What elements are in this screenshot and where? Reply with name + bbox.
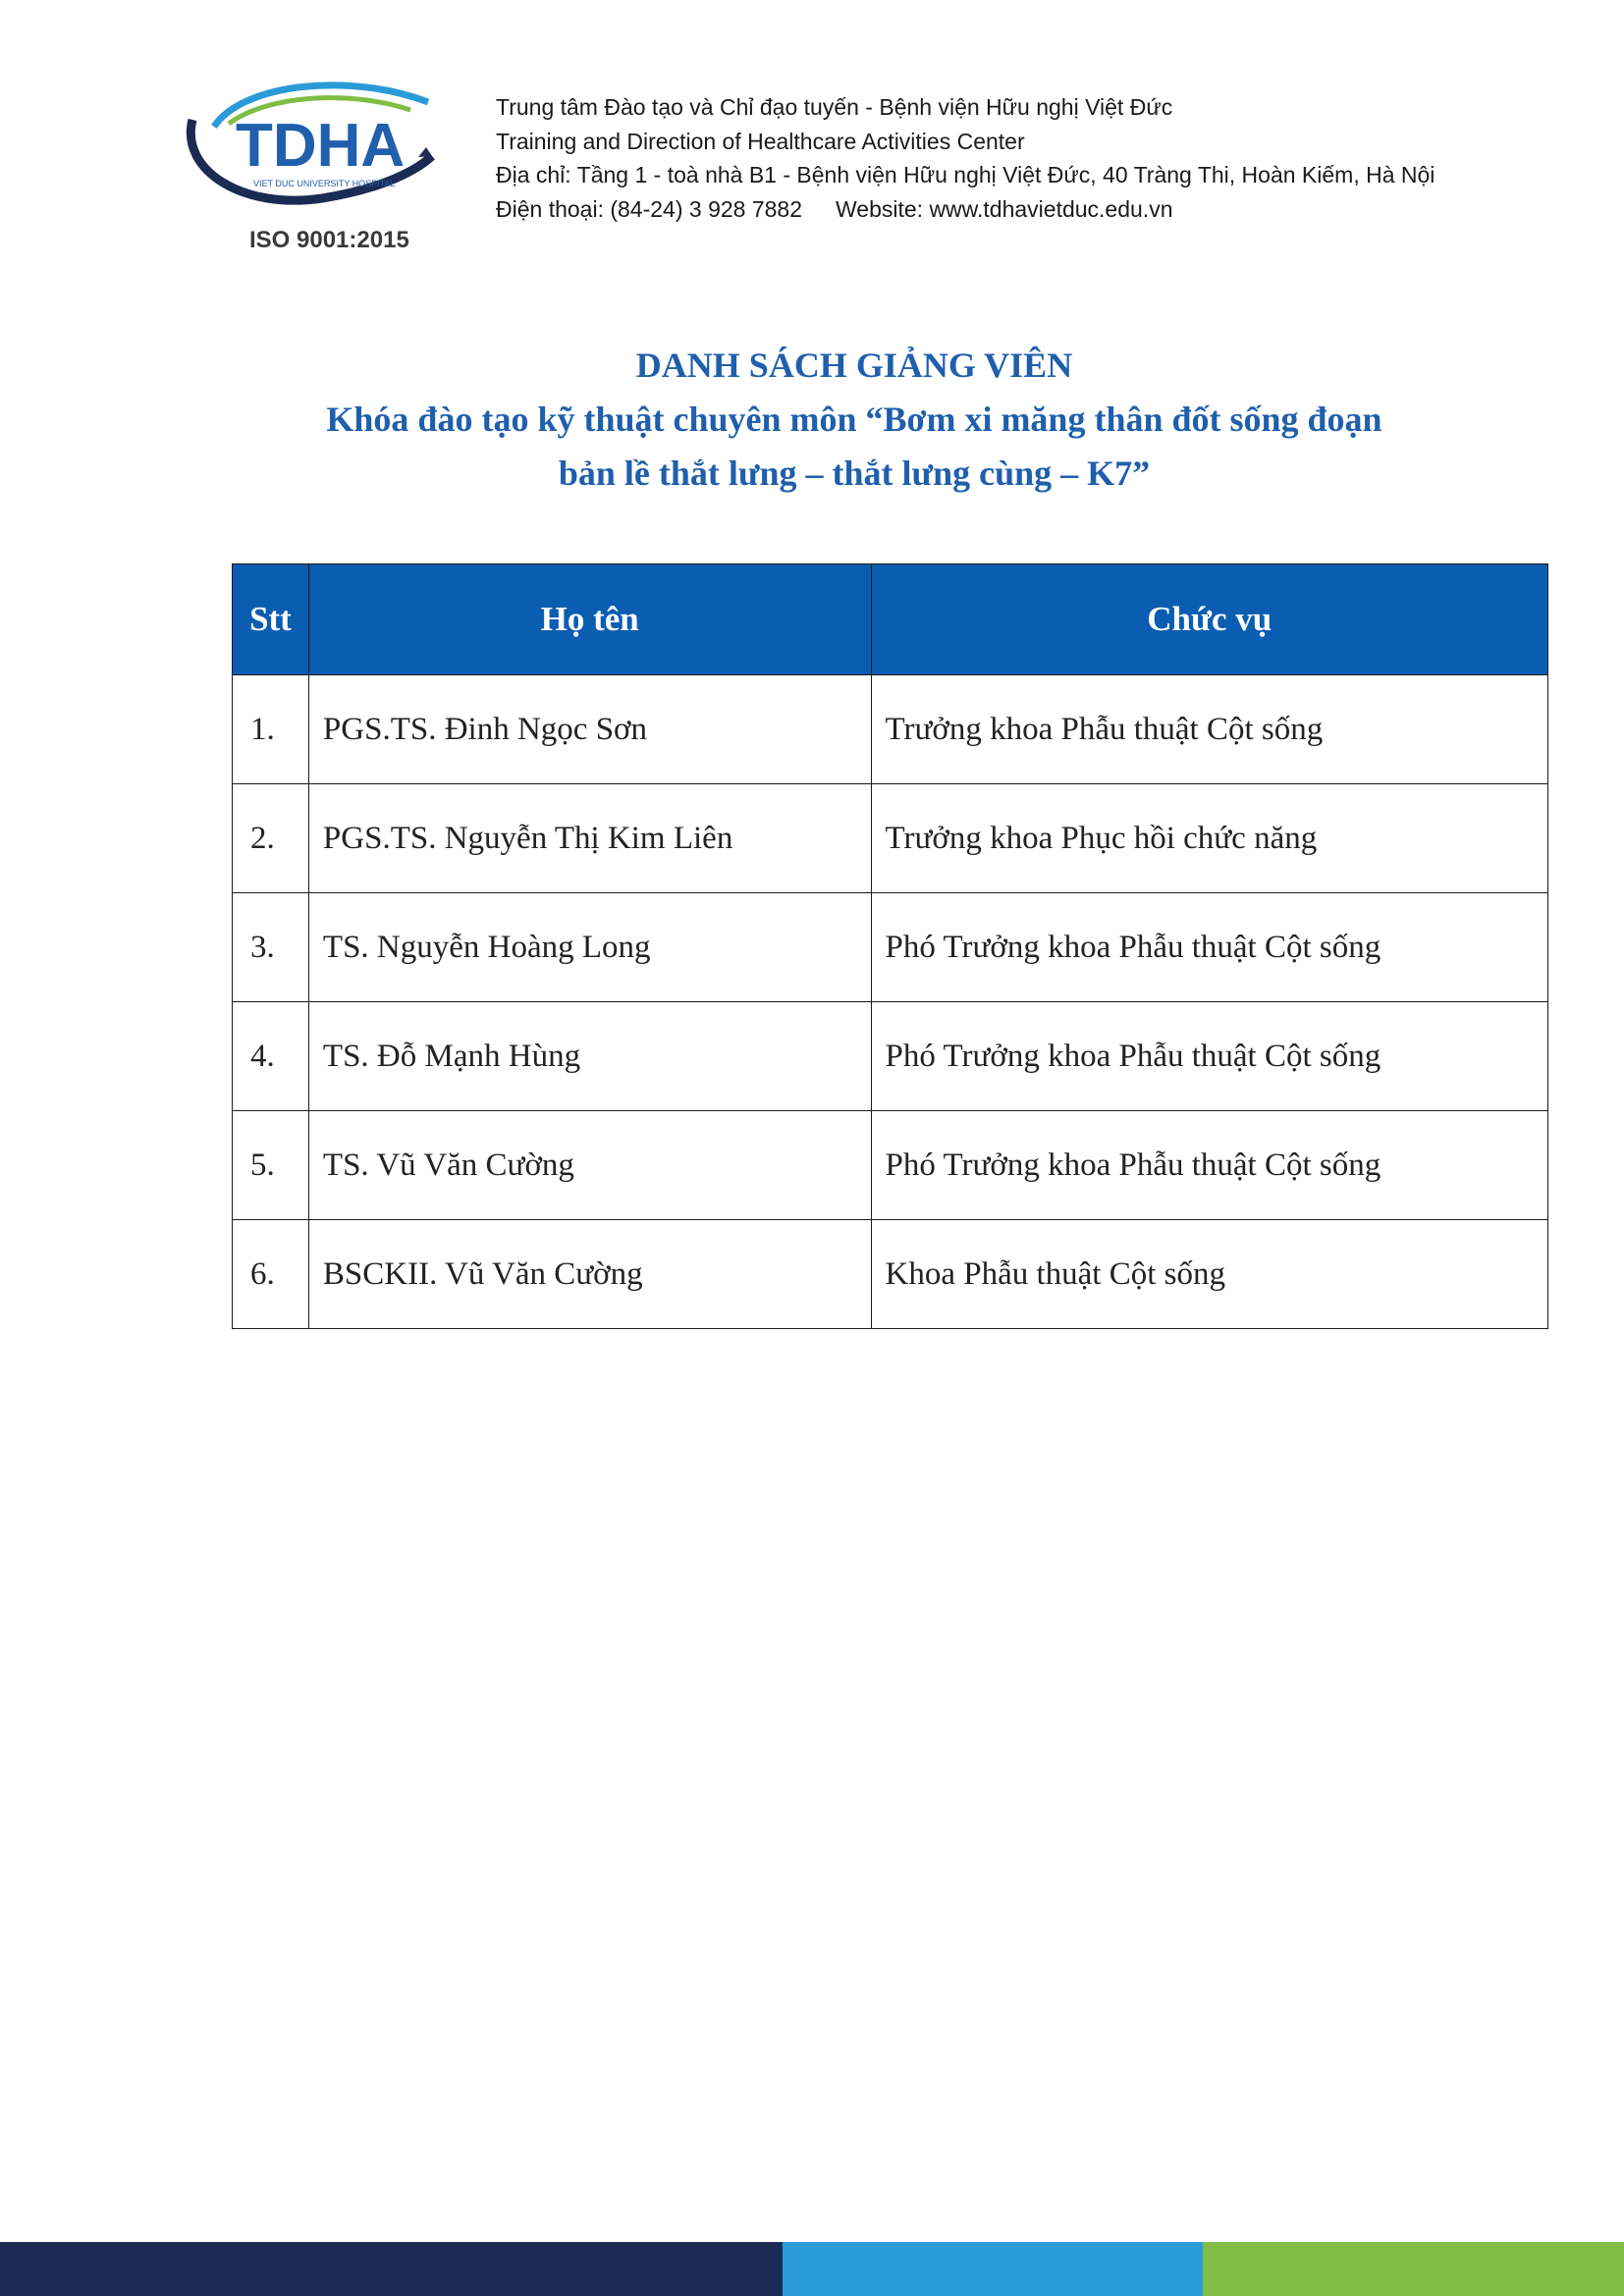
cell-name: PGS.TS. Đinh Ngọc Sơn xyxy=(308,675,871,784)
table-row xyxy=(233,1220,1548,1329)
center-name-en: Training and Direction of Healthcare Activities Center xyxy=(496,128,1025,154)
cell-stt: 6. xyxy=(233,1220,309,1329)
cell-stt: 3. xyxy=(233,893,309,1002)
title-line-1: DANH SÁCH GIẢNG VIÊN xyxy=(635,346,1073,385)
header-position: Chức vụ xyxy=(871,564,1548,675)
cell-name: TS. Đỗ Mạnh Hùng xyxy=(308,1002,871,1111)
title-line-2: Khóa đào tạo kỹ thuật chuyên môn “Bơm xi măng thân đốt sống đoạn xyxy=(326,400,1382,439)
table-row xyxy=(233,893,1548,1002)
cell-name: TS. Nguyễn Hoàng Long xyxy=(308,893,871,1002)
header-stt: Stt xyxy=(233,564,309,675)
table-row xyxy=(233,1002,1548,1111)
cell-name: TS. Vũ Văn Cường xyxy=(308,1111,871,1220)
website: Website: www.tdhavietduc.edu.vn xyxy=(836,195,1173,222)
footer-green-segment xyxy=(1203,2242,1624,2296)
header-info xyxy=(496,90,1435,226)
footer-navy-segment xyxy=(0,2242,783,2296)
cell-position: Khoa Phẫu thuật Cột sống xyxy=(871,1220,1548,1329)
footer-color-bar xyxy=(0,2242,1624,2296)
logo-letters: TDHA xyxy=(236,112,406,180)
cell-position: Phó Trưởng khoa Phẫu thuật Cột sống xyxy=(871,1002,1548,1111)
table-header-row xyxy=(233,564,1548,675)
lecturer-table xyxy=(232,563,1548,1329)
tdha-logo xyxy=(175,73,446,255)
title-line-3: bản lề thắt lưng – thắt lưng cùng – K7” xyxy=(558,454,1151,493)
center-name-vi: Trung tâm Đào tạo và Chỉ đạo tuyến - Bệnh viện Hữu nghị Việt Đức xyxy=(496,94,1173,120)
phone: Điện thoại: (84-24) 3 928 7882 xyxy=(496,195,802,222)
table-row xyxy=(233,675,1548,784)
header-name: Họ tên xyxy=(308,564,871,675)
cell-stt: 5. xyxy=(233,1111,309,1220)
cell-stt: 4. xyxy=(233,1002,309,1111)
cell-stt: 1. xyxy=(233,675,309,784)
address: Địa chỉ: Tầng 1 - toà nhà B1 - Bệnh viện Hữu nghị Việt Đức, 40 Tràng Thi, Hoàn Kiếm, Hà Nội xyxy=(496,162,1435,187)
table-row xyxy=(233,784,1548,893)
footer-blue-segment xyxy=(783,2242,1203,2296)
document-title xyxy=(0,339,1624,501)
logo-iso: ISO 9001:2015 xyxy=(249,227,409,253)
cell-position: Trưởng khoa Phẫu thuật Cột sống xyxy=(871,675,1548,784)
cell-position: Trưởng khoa Phục hồi chức năng xyxy=(871,784,1548,893)
cell-name: PGS.TS. Nguyễn Thị Kim Liên xyxy=(308,784,871,893)
logo-subtitle: VIET DUC UNIVERSITY HOSPITAL xyxy=(253,179,396,188)
contact-line xyxy=(496,192,1435,227)
cell-position: Phó Trưởng khoa Phẫu thuật Cột sống xyxy=(871,1111,1548,1220)
cell-position: Phó Trưởng khoa Phẫu thuật Cột sống xyxy=(871,893,1548,1002)
table-row xyxy=(233,1111,1548,1220)
cell-stt: 2. xyxy=(233,784,309,893)
cell-name: BSCKII. Vũ Văn Cường xyxy=(308,1220,871,1329)
